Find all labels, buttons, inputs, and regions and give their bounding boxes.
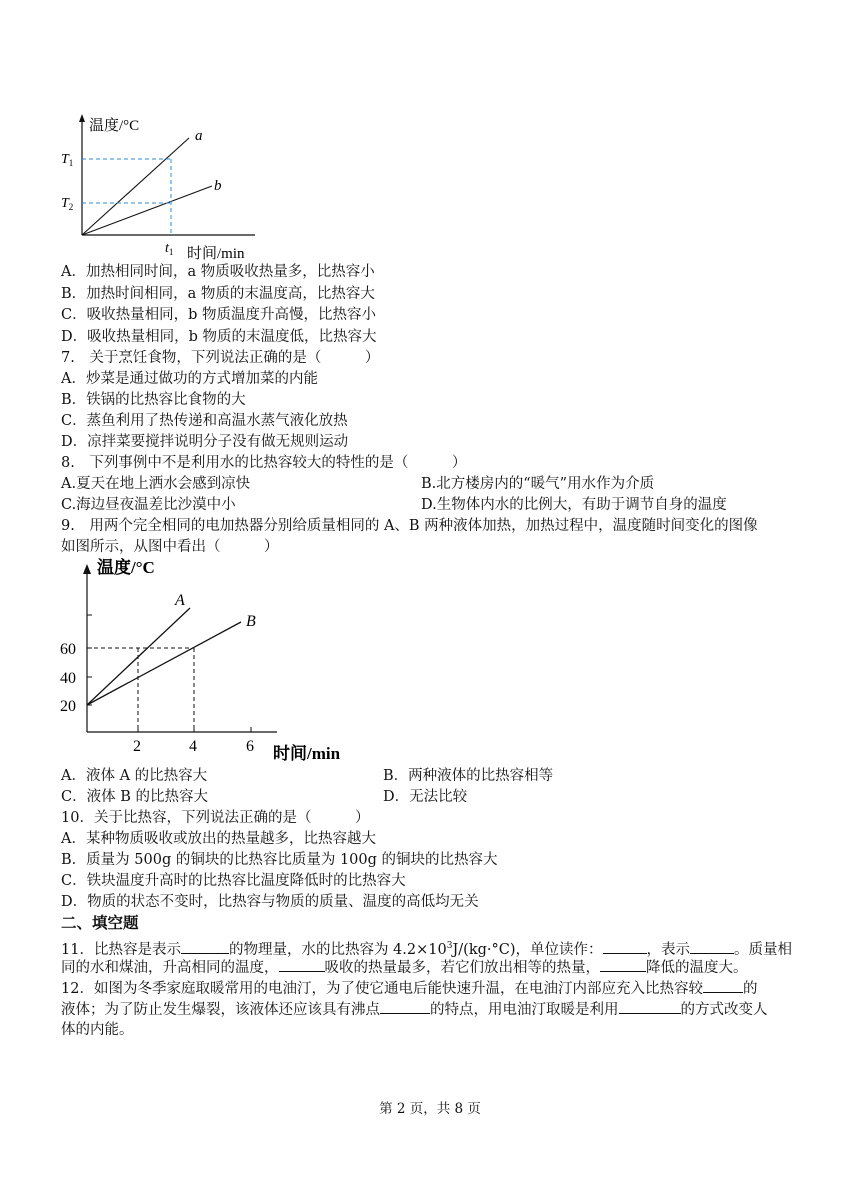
x-tick-label-4: 4 [189, 738, 197, 755]
q8-stem: 8. 下列事例中不是利用水的比热容较大的特性的是（ ） [61, 455, 467, 471]
q10-option-d: D．物质的状态不变时，比热容与物质的质量、温度的高低均无关 [61, 894, 479, 910]
y-axis-arrow [83, 564, 91, 574]
label-b: b [214, 178, 222, 194]
section-title: 二、填空题 [61, 914, 139, 932]
y-tick-label-60: 60 [60, 641, 76, 658]
q6-option-b: B．加热时间相同，a 物质的末温度高，比热容大 [61, 286, 375, 302]
y-axis-label: 温度/°C [97, 558, 155, 577]
q6-option-d: D．吸收热量相同，b 物质的末温度低，比热容大 [61, 329, 377, 345]
label-t1: $t_1$ [165, 241, 174, 257]
q9-option-a: A．液体 A 的比热容大 [61, 768, 208, 784]
q8-option-c: C.海边昼夜温差比沙漠中小 [61, 497, 236, 513]
q11-blank-4[interactable] [279, 957, 325, 972]
q12-line2: 液体；为了防止发生爆裂，该液体还应该具有沸点 的特点，用电油汀取暖是利用 的方式改变人 [61, 999, 768, 1021]
label-A: A [175, 592, 185, 609]
q10-option-a: A．某种物质吸收或放出的热量越多，比热容越大 [61, 831, 376, 847]
x-axis-label: 时间/min [187, 246, 245, 260]
q11-blank-1[interactable] [181, 939, 229, 954]
x-tick-label-6: 6 [246, 738, 254, 755]
q12-blank-3[interactable] [619, 999, 681, 1014]
q8-option-d: D.生物体内水的比例大，有助于调节自身的温度 [421, 497, 727, 513]
page-footer: 第 2 页，共 8 页 [379, 1101, 481, 1117]
q11-blank-5[interactable] [600, 957, 646, 972]
q10-option-c: C．铁块温度升高时的比热容比温度降低时的比热容大 [61, 873, 406, 889]
q7-option-a: A．炒菜是通过做功的方式增加菜的内能 [61, 371, 318, 387]
q10-stem: 10．关于比热容，下列说法正确的是（ ） [61, 810, 370, 826]
q11-line2: 同的水和煤油，升高相同的温度， 吸收的热量最多，若它们放出相等的热量， 降低的温度大。 [61, 957, 748, 979]
label-B: B [246, 613, 256, 630]
y-axis-arrow [79, 114, 85, 122]
line-a [82, 138, 189, 235]
x-tick-label-2: 2 [133, 738, 141, 755]
q11-line1: 11．比热容是表示 的物理量，水的比热容为 $4.2\times 10^3J/(kg\cdot^\circ C)$，单位读作： ，表示 。质量相 [61, 936, 792, 961]
label-T2: $T_2$ [61, 196, 74, 212]
q12-line1: 12．如图为冬季家庭取暖常用的电油汀，为了使它通电后能快速升温，在电油汀内部应充入比热容较 的 [61, 978, 757, 1000]
q9-option-b: B．两种液体的比热容相等 [383, 768, 554, 784]
q9-option-c: C．液体 B 的比热容大 [61, 789, 208, 805]
q7-stem: 7. 关于烹饪食物，下列说法正确的是（ ） [61, 350, 380, 366]
q11-blank-2[interactable] [603, 939, 647, 954]
q9-stem-line2: 如图所示，从图中看出（ ） [61, 539, 279, 555]
y-axis-label: 温度/°C [89, 118, 140, 134]
q12-line3: 体的内能。 [61, 1022, 134, 1038]
q12-blank-1[interactable] [703, 978, 743, 993]
q7-option-d: D．凉拌菜要搅拌说明分子没有做无规则运动 [61, 434, 349, 450]
q6-option-c: C．吸收热量相同，b 物质温度升高慢，比热容小 [61, 307, 376, 323]
y-tick-label-20: 20 [60, 698, 76, 715]
label-T1: $T_1$ [61, 152, 74, 168]
q11-blank-3[interactable] [690, 939, 734, 954]
q7-option-c: C．蒸鱼利用了热传递和高温水蒸气液化放热 [61, 413, 348, 429]
q10-option-b: B．质量为 500g 的铜块的比热容比质量为 100g 的铜块的比热容大 [61, 852, 498, 868]
temperature-time-graph-ab [55, 110, 275, 260]
q7-option-b: B．铁锅的比热容比食物的大 [61, 392, 246, 408]
q9-option-d: D．无法比较 [383, 789, 468, 805]
line-B [87, 622, 241, 705]
label-a: a [195, 128, 203, 144]
temperature-time-graph-AB [55, 557, 355, 767]
x-axis-label: 时间/min [273, 744, 341, 763]
line-b [82, 186, 212, 235]
q12-blank-2[interactable] [380, 999, 430, 1014]
q9-stem-line1: 9. 用两个完全相同的电加热器分别给质量相同的 A、B 两种液体加热，加热过程中，温度随时间变化的图像 [61, 518, 758, 534]
y-tick-label-40: 40 [60, 670, 76, 687]
q6-option-a: A．加热相同时间，a 物质吸收热量多，比热容小 [61, 264, 375, 280]
q8-option-a: A.夏天在地上洒水会感到凉快 [61, 476, 251, 492]
q8-option-b: B.北方楼房内的“暖气”用水作为介质 [421, 476, 655, 492]
